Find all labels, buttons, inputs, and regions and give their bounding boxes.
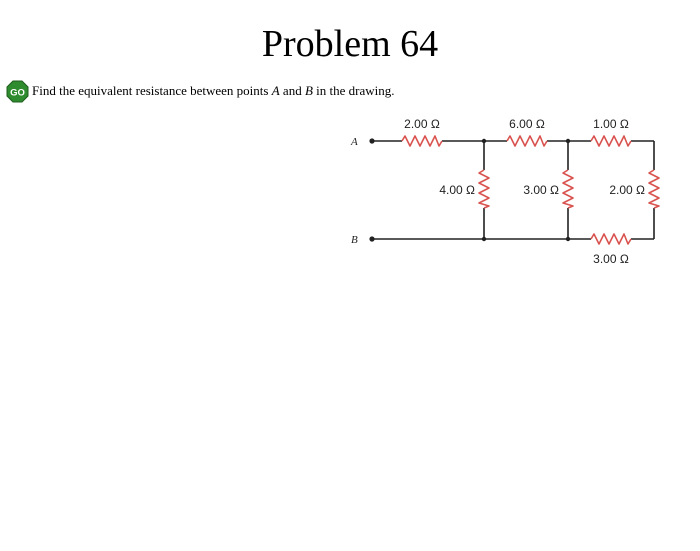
resistor-vert-1-label: 4.00 Ω [439,183,475,197]
resistor-bottom-label: 3.00 Ω [593,252,629,266]
resistor-vert-1 [479,170,489,208]
resistor-vert-3 [649,170,659,208]
prompt-point-b: B [304,83,313,98]
resistor-bottom [591,234,631,244]
resistor-top-2 [507,136,547,146]
resistor-top-2-label: 6.00 Ω [509,117,545,131]
prompt-before: Find the equivalent resistance between points [32,83,272,98]
resistor-vert-2 [563,170,573,208]
terminal-a-dot [369,138,374,143]
junction-dot [482,237,486,241]
junction-dot [482,139,486,143]
resistor-vert-3-label: 2.00 Ω [609,183,645,197]
prompt-middle: and [279,83,305,98]
page-title: Problem 64 [261,23,439,65]
point-a-label: A [351,136,358,148]
resistor-top-1-label: 2.00 Ω [404,117,440,131]
terminal-b-dot [369,236,374,241]
go-badge-label: GO [10,87,25,98]
prompt-after: in the drawing. [312,83,395,98]
resistor-top-3 [591,136,631,146]
resistor-vert-2-label: 3.00 Ω [523,183,559,197]
resistor-top-1 [402,136,442,146]
resistor-top-3-label: 1.00 Ω [593,117,629,131]
junction-dot [566,139,570,143]
junction-dot [566,237,570,241]
prompt-point-a: A [271,83,280,98]
point-b-label: B [351,234,358,246]
